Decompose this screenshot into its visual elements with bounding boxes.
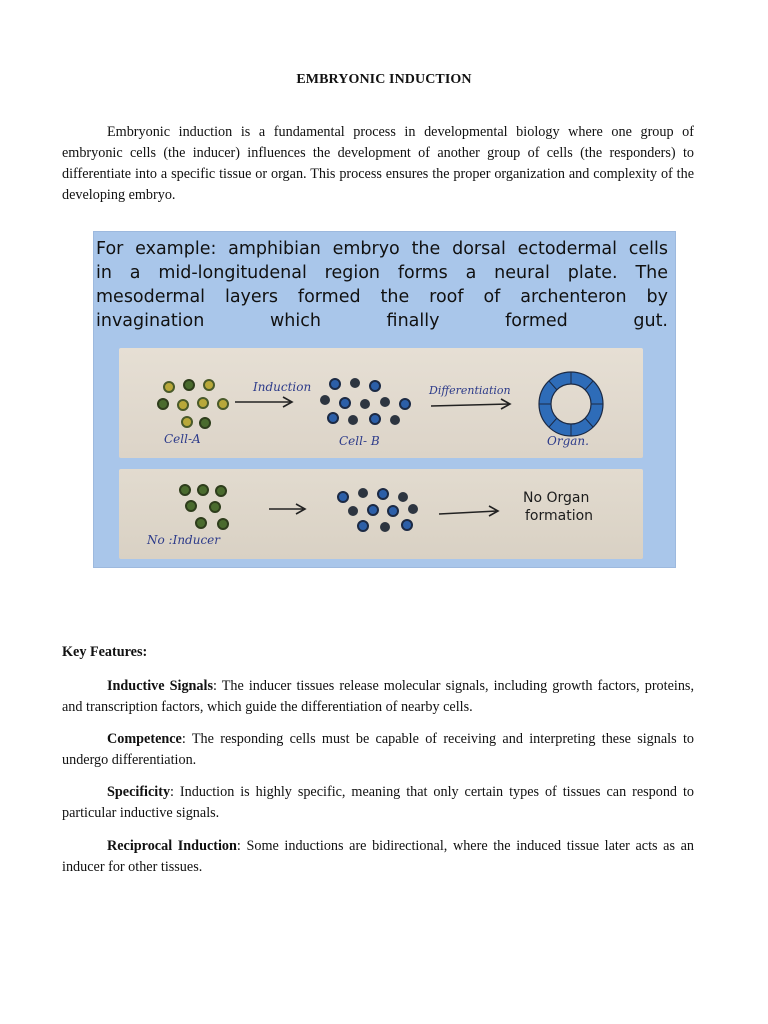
- feature-item: [62, 729, 694, 771]
- feature-item: [62, 676, 694, 718]
- induction-figure: [93, 231, 676, 568]
- arrow-4: [439, 506, 498, 516]
- organ-ring: [539, 372, 603, 436]
- cell-b-cluster: [320, 378, 410, 425]
- arrow-1: [235, 397, 292, 407]
- page-title: EMBRYONIC INDUCTION: [296, 72, 472, 87]
- feature-item: [62, 836, 694, 878]
- differentiation-arrow-label: Differentiation: [429, 384, 511, 397]
- figure-caption: [96, 237, 668, 333]
- feature-item: [62, 782, 694, 824]
- induction-panel: [119, 348, 643, 458]
- arrow-3: [269, 504, 305, 514]
- organ-label: Organ.: [547, 434, 589, 448]
- feature-term: Reciprocal Induction: [107, 838, 237, 854]
- no-inducer-panel: [119, 469, 643, 559]
- cell-a-label: Cell-A: [164, 432, 201, 446]
- caption-line-1: For example: amphibian embryo the dorsal ectodermal cells: [96, 239, 668, 259]
- no-inducer-cluster: [180, 485, 228, 529]
- feature-term: Inductive Signals: [107, 678, 213, 694]
- feature-term: Competence: [107, 731, 182, 747]
- caption-line-3: mesodermal layers formed the roof of archenteron by: [96, 287, 668, 307]
- feature-text: : Induction is highly specific, meaning that only certain types of tissues can respond to particular inductive signals.: [62, 784, 694, 821]
- no-inducer-label: No :Inducer: [147, 533, 221, 547]
- feature-term: Specificity: [107, 784, 171, 800]
- cell-b-label: Cell- B: [339, 434, 380, 448]
- no-organ-line-2: formation: [525, 508, 594, 524]
- intro-paragraph: [62, 122, 694, 206]
- key-features-heading: Key Features:: [62, 644, 148, 660]
- no-organ-line-1: No Organ: [523, 490, 590, 506]
- caption-line-4: invagination which finally formed gut.: [96, 311, 668, 331]
- feature-text: : The inducer tissues release molecular signals, including growth factors, proteins, and transcription factors, which guide the differentiation of nearby cells.: [62, 678, 694, 715]
- induction-arrow-label: Induction: [253, 380, 312, 394]
- caption-line-2: in a mid-longitudenal region forms a neural plate. The: [96, 263, 668, 283]
- cell-a-cluster: [158, 380, 228, 428]
- arrow-2: [431, 399, 510, 409]
- feature-text: : Some inductions are bidirectional, where the induced tissue later acts as an inducer for other tissues.: [62, 838, 695, 875]
- intro-text: Embryonic induction is a fundamental process in developmental biology where one group of embryonic cells (the inducer) influences the development of another group of cells (the responders) to differentiate into a specific tissue or organ. This process ensures the proper organization and complexity of the developing embryo.: [62, 124, 694, 203]
- feature-text: : The responding cells must be capable of receiving and interpreting these signals to undergo differentiation.: [62, 731, 694, 768]
- unresponsive-cluster: [338, 488, 418, 532]
